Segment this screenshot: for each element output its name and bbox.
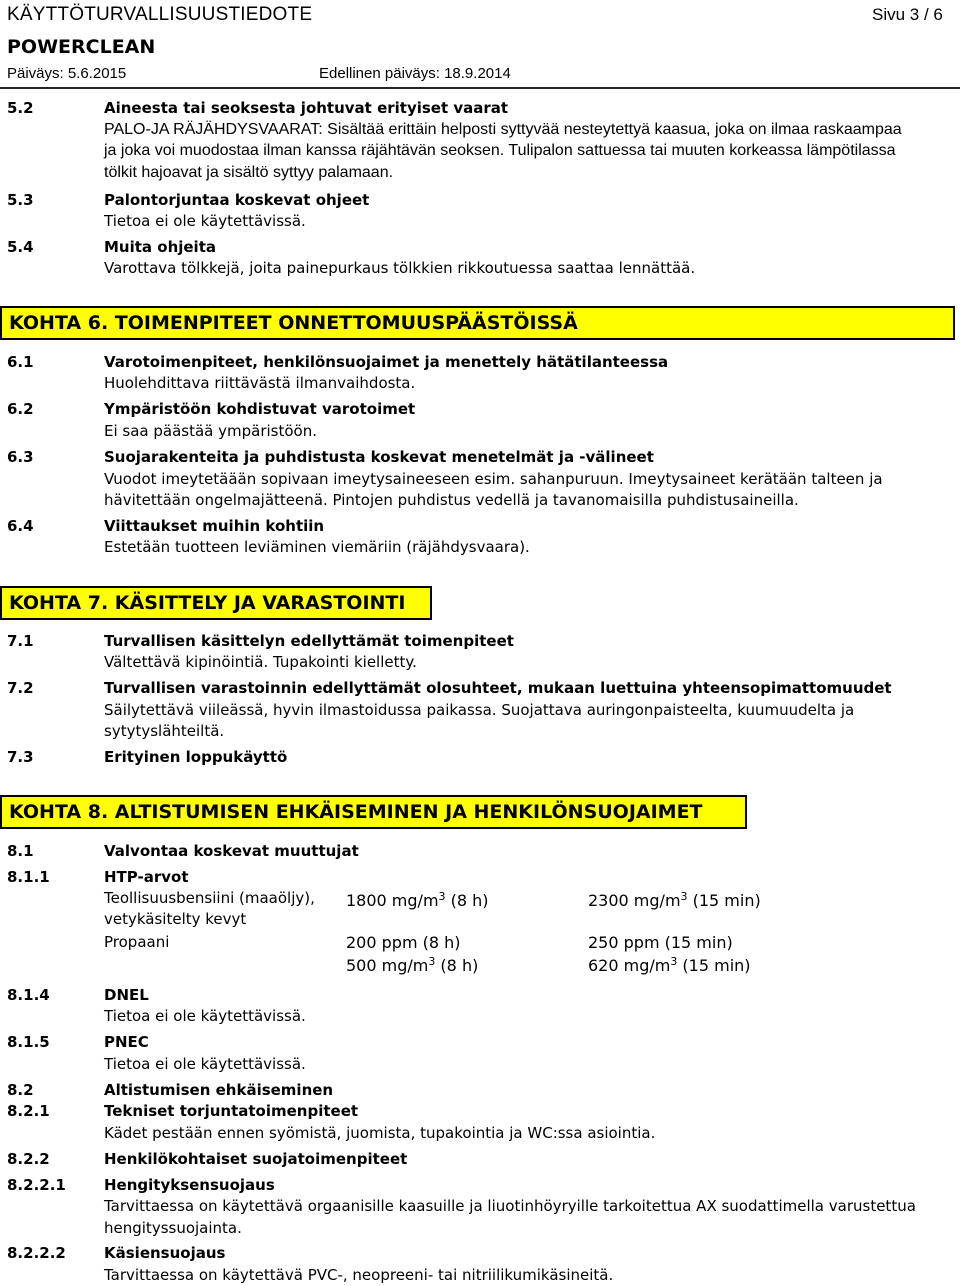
item-number: 8.2.1 (7, 1102, 50, 1120)
paragraph-line: Estetään tuotteen leviäminen viemäriin (räjähdysvaara). (104, 538, 530, 556)
item-number: 6.3 (7, 448, 34, 466)
document-title: KÄYTTÖTURVALLISUUSTIEDOTE (7, 4, 313, 25)
section-title: KOHTA 6. TOIMENPITEET ONNETTOMUUSPÄÄSTÖISSÄ (9, 312, 578, 334)
page-number: Sivu 3 / 6 (872, 5, 943, 24)
section-title: KOHTA 7. KÄSITTELY JA VARASTOINTI (9, 592, 406, 614)
item-number: 6.2 (7, 400, 34, 418)
paragraph-line: Tietoa ei ole käytettävissä. (104, 212, 306, 230)
subheading: Henkilökohtaiset suojatoimenpiteet (104, 1150, 408, 1168)
paragraph-line: tölkit hajoavat ja sisältö syttyy palamaan. (104, 164, 394, 181)
paragraph-line: PALO-JA RÄJÄHDYSVAARAT: Sisältää erittäin helposti syttyvää nesteytettyä kaasua, joka on ilmaa raskaampaa (104, 121, 902, 138)
paragraph-line: hävitettään ongelmajätteenä. Pintojen puhdistus vedellä ja tavanomaisilla puhdistusaineilla. (104, 491, 799, 509)
subheading: Altistumisen ehkäiseminen (104, 1081, 334, 1099)
paragraph-line: Säilytettävä viileässä, hyvin ilmastoidussa paikassa. Suojattava auringonpaisteelta, kuumuudelta ja (104, 701, 855, 719)
substance-name: Teollisuusbensiini (maaöljy), (104, 889, 315, 907)
subheading: Tekniset torjuntatoimenpiteet (104, 1102, 359, 1120)
limit-value-8h: 200 ppm (8 h) (346, 933, 461, 952)
subheading: Hengityksensuojaus (104, 1176, 275, 1194)
paragraph-line: Tarvittaessa on käytettävä orgaanisille kaasuille ja liuotinhöyryille tarkoitettua AX suodattimella varustettua (104, 1197, 916, 1215)
paragraph-line: Vuodot imeytetäään sopivaan imeytysaineeseen esim. sahanpuruun. Imeytysaineet kerätään talteen ja (104, 470, 883, 488)
paragraph-line: Vältettävä kipinöintiä. Tupakointi kielletty. (104, 653, 417, 671)
item-number: 8.1 (7, 842, 34, 860)
limit-value-8h: 1800 $mg/m^3$ (8 h) (346, 890, 489, 910)
subheading: Käsiensuojaus (104, 1244, 226, 1262)
section-heading (0, 795, 747, 829)
subheading: HTP-arvot (104, 868, 189, 886)
paragraph-line: Ei saa päästää ympäristöön. (104, 422, 317, 440)
subheading: Erityinen loppukäyttö (104, 748, 288, 766)
subheading: Viittaukset muihin kohtiin (104, 517, 325, 535)
paragraph-line: Tarvittaessa on käytettävä PVC-, neopreeni- tai nitriilikumikäsineitä. (104, 1266, 614, 1284)
item-number: 7.1 (7, 632, 34, 650)
subheading: Varotoimenpiteet, henkilönsuojaimet ja menettely hätätilanteessa (104, 353, 669, 371)
paragraph-line: ja joka voi muodostaa ilman kanssa räjähtävän seoksen. Tulipalon sattuessa tai muuten korkeassa lämpötilassa (104, 142, 896, 159)
paragraph-line: Varottava tölkkejä, joita painepurkaus tölkkien rikkoutuessa saattaa lennättää. (104, 259, 696, 277)
subheading: Muita ohjeita (104, 238, 216, 256)
paragraph-line: Tietoa ei ole käytettävissä. (104, 1055, 306, 1073)
subheading: Turvallisen varastoinnin edellyttämät olosuhteet, mukaan luettuina yhteensopimattomuudet (104, 679, 892, 697)
item-number: 8.2.2.2 (7, 1244, 66, 1262)
item-number: 5.3 (7, 191, 34, 209)
previous-date: Edellinen päiväys: 18.9.2014 (319, 65, 511, 82)
header-rule (0, 87, 960, 89)
item-number: 7.2 (7, 679, 34, 697)
paragraph-line: Huolehdittava riittävästä ilmanvaihdosta. (104, 374, 416, 392)
item-number: 8.1.4 (7, 986, 50, 1004)
item-number: 8.1.1 (7, 868, 50, 886)
substance-name: Propaani (104, 933, 170, 951)
item-number: 8.2 (7, 1081, 34, 1099)
subheading: PNEC (104, 1033, 149, 1051)
section-heading (0, 586, 432, 620)
subheading: Turvallisen käsittelyn edellyttämät toimenpiteet (104, 632, 514, 650)
limit-value-8h: 500 $mg/m^3$ (8 h) (346, 955, 479, 975)
item-number: 8.2.2.1 (7, 1176, 66, 1194)
product-name: POWERCLEAN (7, 36, 156, 58)
paragraph-line: Tietoa ei ole käytettävissä. (104, 1007, 306, 1025)
subheading: Palontorjuntaa koskevat ohjeet (104, 191, 370, 209)
paragraph-line: sytytyslähteiltä. (104, 722, 225, 740)
limit-value-15min: 2300 $mg/m^3$ (15 min) (588, 890, 761, 910)
paragraph-line: hengityssuojainta. (104, 1219, 242, 1237)
section-heading (0, 306, 955, 340)
subheading: DNEL (104, 986, 149, 1004)
limit-value-15min: 620 $mg/m^3$ (15 min) (588, 955, 751, 975)
section-title: KOHTA 8. ALTISTUMISEN EHKÄISEMINEN JA HENKILÖNSUOJAIMET (9, 801, 703, 823)
item-number: 5.2 (7, 99, 34, 117)
substance-name: vetykäsitelty kevyt (104, 910, 247, 928)
item-number: 7.3 (7, 748, 34, 766)
subheading: Valvontaa koskevat muuttujat (104, 842, 359, 860)
subheading: Suojarakenteita ja puhdistusta koskevat menetelmät ja -välineet (104, 448, 654, 466)
issue-date: Päiväys: 5.6.2015 (7, 65, 127, 82)
item-number: 5.4 (7, 238, 34, 256)
limit-value-15min: 250 ppm (15 min) (588, 933, 733, 952)
item-number: 8.1.5 (7, 1033, 50, 1051)
paragraph-line: Kädet pestään ennen syömistä, juomista, tupakointia ja WC:ssa asiointia. (104, 1124, 656, 1142)
subheading: Ympäristöön kohdistuvat varotoimet (104, 400, 416, 418)
item-number: 6.4 (7, 517, 34, 535)
item-number: 6.1 (7, 353, 34, 371)
subheading: Aineesta tai seoksesta johtuvat erityiset vaarat (104, 99, 509, 117)
item-number: 8.2.2 (7, 1150, 50, 1168)
